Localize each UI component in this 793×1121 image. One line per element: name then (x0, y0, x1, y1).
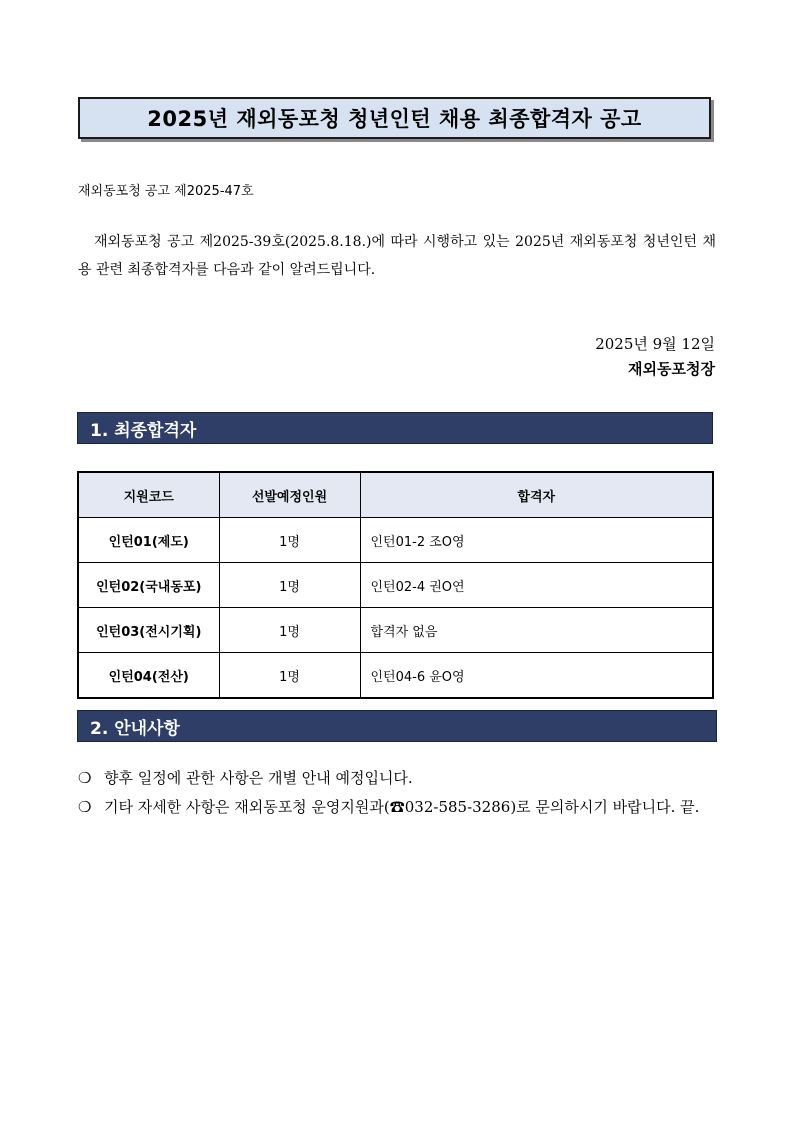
column-header: 지원코드 (78, 472, 219, 518)
announcement-date: 2025년 9월 12일 (595, 335, 715, 353)
section-heading-final-results: 1. 최종합격자 (77, 412, 713, 444)
section-heading-guidance: 2. 안내사항 (77, 710, 717, 742)
intro-paragraph: 재외동포청 공고 제2025-39호(2025.8.18.)에 따라 시행하고 있는 2025년 재외동포청 청년인턴 채용 관련 최종합격자를 다음과 같이 알려드립니다. (78, 234, 716, 278)
table-header-row (78, 472, 713, 518)
column-header: 선발예정인원 (219, 472, 360, 518)
table-row (78, 653, 713, 699)
page-title: 2025년 재외동포청 청년인턴 채용 최종합격자 공고 (78, 97, 711, 139)
circle-bullet-icon: ❍ (78, 798, 92, 816)
planned-count: 1명 (219, 608, 360, 653)
guidance-list (78, 764, 718, 822)
planned-count: 1명 (219, 653, 360, 699)
successful-applicant: 인턴04-6 윤O영 (360, 653, 713, 699)
application-code: 인턴04(전산) (78, 653, 219, 699)
application-code: 인턴02(국내동포) (78, 563, 219, 608)
issuer: 재외동포청장 (628, 360, 715, 378)
successful-applicant: 인턴01-2 조O영 (360, 518, 713, 563)
table-row (78, 563, 713, 608)
circle-bullet-icon: ❍ (78, 769, 92, 787)
notice-number: 재외동포청 공고 제2025-47호 (78, 184, 254, 199)
successful-applicant: 합격자 없음 (360, 608, 713, 653)
application-code: 인턴03(전시기획) (78, 608, 219, 653)
planned-count: 1명 (219, 518, 360, 563)
successful-applicant: 인턴02-4 권O연 (360, 563, 713, 608)
list-item (78, 764, 718, 793)
guidance-text: 기타 자세한 사항은 재외동포청 운영지원과(☎032-585-3286)로 문의하시기 바랍니다. 끝. (104, 798, 700, 816)
table-row (78, 608, 713, 653)
planned-count: 1명 (219, 563, 360, 608)
guidance-text: 향후 일정에 관한 사항은 개별 안내 예정입니다. (104, 769, 413, 787)
list-item (78, 793, 718, 822)
final-results-table (77, 471, 714, 699)
table-row (78, 518, 713, 563)
application-code: 인턴01(제도) (78, 518, 219, 563)
column-header: 합격자 (360, 472, 713, 518)
